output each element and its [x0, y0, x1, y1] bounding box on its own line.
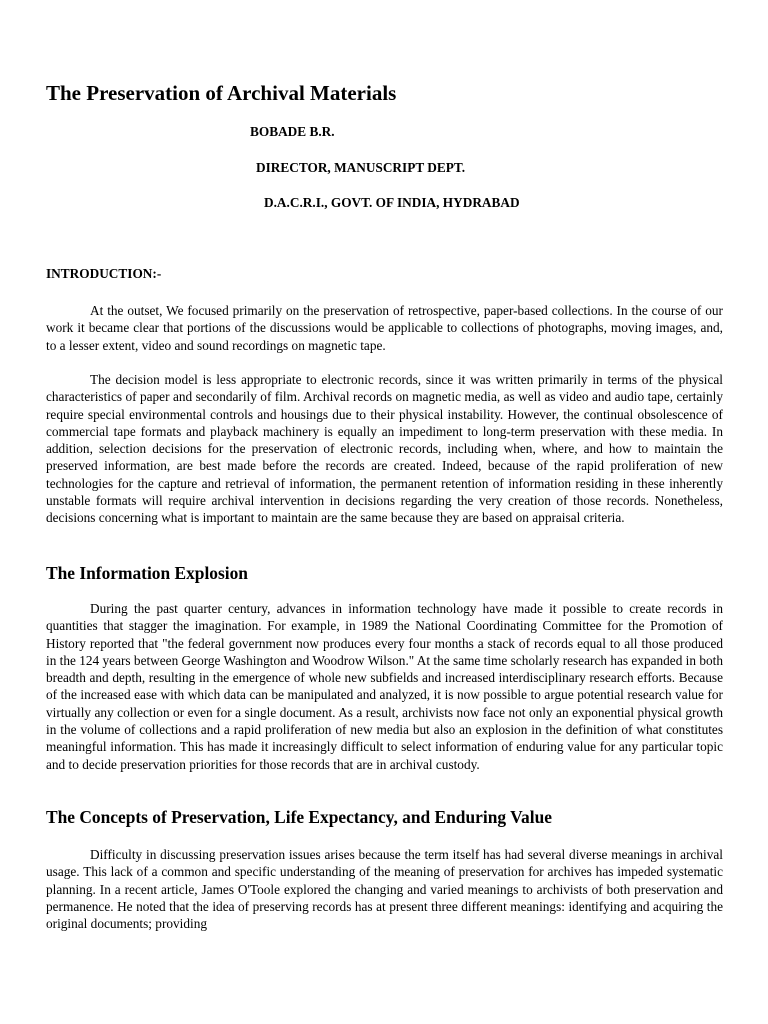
introduction-paragraph-2: The decision model is less appropriate to electronic records, since it was written primarily in terms of the physical characteristics of paper and secondarily of film. Archival records on magnetic media, as well as video and audio tape, certainly require special environmental controls and housings due to their physical instability. However, the continual obsolescence of commercial tape formats and playback machinery is equally an impediment to long-term preservation with these media. In addition, selection decisions for the preservation of electronic records, including when, where, and how to maintain the preserved information, are best made before the records are created. Indeed, because of the rapid proliferation of new technologies for the capture and retrieval of information, the permanent retention of information residing in these inherently unstable formats will require archival intervention in decisions regarding the very creation of those records. Nonetheless, decisions concerning what is important to maintain are the same because they are based on appraisal criteria.	[46, 372, 723, 526]
introduction-label: INTRODUCTION:-	[46, 266, 162, 281]
concepts-paragraph: Difficulty in discussing preservation issues arises because the term itself has had several diverse meanings in archival usage. This lack of a common and specific understanding of the meaning of preservation for archives has impeded systematic planning. In a recent article, James O'Toole explored the changing and varied meanings to archivists of both preservation and permanence. He noted that the idea of preserving records has at present three different meanings: identifying and acquiring the original documents; providing	[46, 847, 723, 932]
information-explosion-paragraph: During the past quarter century, advances in information technology have made it possible to create records in quantities that stagger the imagination. For example, in 1989 the National Coordinating Committee for the Promotion of History reported that "the federal government now produces every four months a stack of records equal to all those produced in the 124 years between George Washington and Woodrow Wilson." At the same time scholarly research has expanded in both breadth and depth, resulting in the emergence of whole new subfields and increased interdisciplinary research efforts. Because of the increased ease with which data can be manipulated and analyzed, it is now possible to argue potential research value for virtually any collection or even for a single document. As a result, archivists now face not only an exponential physical growth in the volume of collections and a rapid proliferation of new media but also an explosion in the definition of what constitutes meaningful information. This has made it increasingly difficult to select information of enduring value for any particular topic and to decide preservation priorities for those records that are in archival custody.	[46, 601, 723, 772]
author-name: BOBADE B.R.	[250, 124, 335, 139]
author-affiliation: D.A.C.R.I., GOVT. OF INDIA, HYDRABAD	[264, 195, 520, 210]
document-title: The Preservation of Archival Materials	[46, 81, 397, 105]
concepts-heading: The Concepts of Preservation, Life Expectancy, and Enduring Value	[46, 807, 552, 827]
introduction-paragraph-1: At the outset, We focused primarily on the preservation of retrospective, paper-based collections. In the course of our work it became clear that portions of the discussions would be applicable to collections of photographs, moving images, and, to a lesser extent, video and sound recordings on magnetic tape.	[46, 303, 723, 353]
author-role: DIRECTOR, MANUSCRIPT DEPT.	[256, 160, 466, 175]
information-explosion-heading: The Information Explosion	[46, 563, 248, 583]
